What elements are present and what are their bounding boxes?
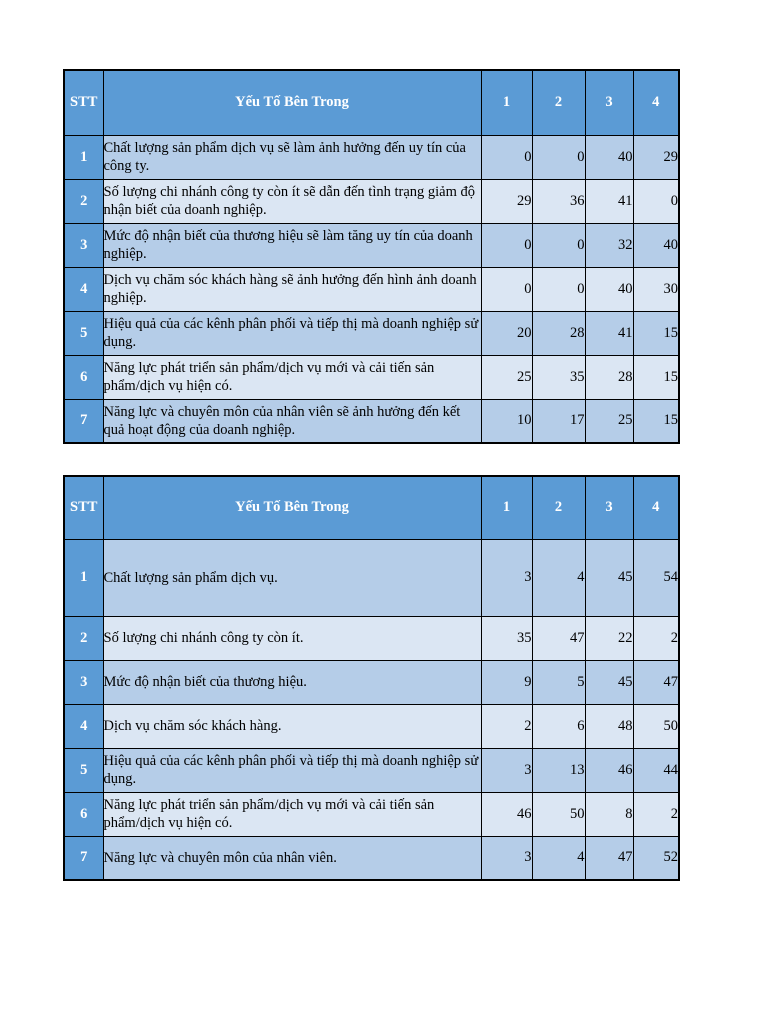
score-3-cell: 41	[585, 179, 633, 223]
score-1-cell: 35	[481, 616, 532, 660]
score-2-cell: 4	[532, 836, 585, 880]
table-row	[64, 135, 679, 179]
score-1-cell: 3	[481, 836, 532, 880]
table-row	[64, 311, 679, 355]
header-row	[64, 70, 679, 135]
score-1-cell: 46	[481, 792, 532, 836]
score-3-cell: 25	[585, 399, 633, 443]
score-1-cell: 0	[481, 135, 532, 179]
row-number: 4	[64, 704, 103, 748]
row-number: 4	[64, 267, 103, 311]
table-row	[64, 704, 679, 748]
table-row	[64, 399, 679, 443]
header-score-1: 1	[481, 476, 532, 539]
table-row	[64, 267, 679, 311]
row-number: 2	[64, 616, 103, 660]
score-2-cell: 47	[532, 616, 585, 660]
score-4-cell: 47	[633, 660, 679, 704]
score-2-cell: 5	[532, 660, 585, 704]
score-2-cell: 28	[532, 311, 585, 355]
row-description: Số lượng chi nhánh công ty còn ít.	[103, 616, 481, 660]
row-number: 7	[64, 399, 103, 443]
row-description: Hiệu quả của các kênh phân phối và tiếp thị mà doanh nghiệp sử dụng.	[103, 748, 481, 792]
score-3-cell: 40	[585, 267, 633, 311]
row-description: Chất lượng sản phẩm dịch vụ.	[103, 539, 481, 616]
internal-factors-table-1	[63, 69, 680, 444]
row-number: 6	[64, 792, 103, 836]
table-row	[64, 179, 679, 223]
header-factor: Yếu Tố Bên Trong	[103, 70, 481, 135]
row-description: Dịch vụ chăm sóc khách hàng.	[103, 704, 481, 748]
score-1-cell: 20	[481, 311, 532, 355]
score-2-cell: 36	[532, 179, 585, 223]
row-number: 1	[64, 539, 103, 616]
score-2-cell: 0	[532, 267, 585, 311]
header-stt: STT	[64, 70, 103, 135]
score-2-cell: 50	[532, 792, 585, 836]
score-4-cell: 52	[633, 836, 679, 880]
table-row	[64, 223, 679, 267]
score-2-cell: 0	[532, 135, 585, 179]
score-3-cell: 48	[585, 704, 633, 748]
score-4-cell: 15	[633, 399, 679, 443]
table-row	[64, 616, 679, 660]
score-2-cell: 13	[532, 748, 585, 792]
score-4-cell: 40	[633, 223, 679, 267]
score-4-cell: 30	[633, 267, 679, 311]
score-4-cell: 0	[633, 179, 679, 223]
row-description: Năng lực phát triển sản phẩm/dịch vụ mới và cải tiến sản phẩm/dịch vụ hiện có.	[103, 355, 481, 399]
score-4-cell: 50	[633, 704, 679, 748]
header-row	[64, 476, 679, 539]
score-3-cell: 45	[585, 539, 633, 616]
row-description: Năng lực và chuyên môn của nhân viên.	[103, 836, 481, 880]
row-description: Năng lực và chuyên môn của nhân viên sẽ ảnh hưởng đến kết quả hoạt động của doanh nghiệp.	[103, 399, 481, 443]
score-2-cell: 35	[532, 355, 585, 399]
row-description: Chất lượng sản phẩm dịch vụ sẽ làm ảnh hưởng đến uy tín của công ty.	[103, 135, 481, 179]
row-number: 1	[64, 135, 103, 179]
score-2-cell: 17	[532, 399, 585, 443]
score-1-cell: 3	[481, 539, 532, 616]
score-3-cell: 28	[585, 355, 633, 399]
score-3-cell: 45	[585, 660, 633, 704]
row-number: 7	[64, 836, 103, 880]
score-2-cell: 4	[532, 539, 585, 616]
score-3-cell: 22	[585, 616, 633, 660]
header-score-3: 3	[585, 70, 633, 135]
score-4-cell: 29	[633, 135, 679, 179]
table-row	[64, 792, 679, 836]
score-2-cell: 0	[532, 223, 585, 267]
row-number: 3	[64, 660, 103, 704]
score-4-cell: 15	[633, 311, 679, 355]
header-score-4: 4	[633, 70, 679, 135]
table-row	[64, 539, 679, 616]
score-4-cell: 2	[633, 616, 679, 660]
score-4-cell: 15	[633, 355, 679, 399]
row-number: 2	[64, 179, 103, 223]
header-score-3: 3	[585, 476, 633, 539]
row-number: 6	[64, 355, 103, 399]
table-row	[64, 748, 679, 792]
row-description: Hiệu quả của các kênh phân phối và tiếp thị mà doanh nghiệp sử dụng.	[103, 311, 481, 355]
score-1-cell: 3	[481, 748, 532, 792]
table-row	[64, 660, 679, 704]
row-description: Dịch vụ chăm sóc khách hàng sẽ ảnh hưởng đến hình ảnh doanh nghiệp.	[103, 267, 481, 311]
row-description: Mức độ nhận biết của thương hiệu.	[103, 660, 481, 704]
score-1-cell: 29	[481, 179, 532, 223]
score-1-cell: 0	[481, 267, 532, 311]
row-description: Số lượng chi nhánh công ty còn ít sẽ dẫn đến tình trạng giảm độ nhận biết của doanh nghiệp.	[103, 179, 481, 223]
row-description: Mức độ nhận biết của thương hiệu sẽ làm tăng uy tín của doanh nghiệp.	[103, 223, 481, 267]
score-3-cell: 40	[585, 135, 633, 179]
internal-factors-table-2	[63, 475, 680, 881]
score-4-cell: 44	[633, 748, 679, 792]
row-number: 5	[64, 748, 103, 792]
score-3-cell: 47	[585, 836, 633, 880]
score-1-cell: 2	[481, 704, 532, 748]
score-1-cell: 25	[481, 355, 532, 399]
score-4-cell: 2	[633, 792, 679, 836]
header-score-2: 2	[532, 70, 585, 135]
score-3-cell: 32	[585, 223, 633, 267]
score-1-cell: 9	[481, 660, 532, 704]
header-factor: Yếu Tố Bên Trong	[103, 476, 481, 539]
score-2-cell: 6	[532, 704, 585, 748]
row-number: 3	[64, 223, 103, 267]
score-1-cell: 10	[481, 399, 532, 443]
header-score-2: 2	[532, 476, 585, 539]
header-stt: STT	[64, 476, 103, 539]
header-score-1: 1	[481, 70, 532, 135]
score-3-cell: 8	[585, 792, 633, 836]
score-4-cell: 54	[633, 539, 679, 616]
row-number: 5	[64, 311, 103, 355]
score-1-cell: 0	[481, 223, 532, 267]
table-row	[64, 836, 679, 880]
header-score-4: 4	[633, 476, 679, 539]
score-3-cell: 41	[585, 311, 633, 355]
row-description: Năng lực phát triển sản phẩm/dịch vụ mới và cải tiến sản phẩm/dịch vụ hiện có.	[103, 792, 481, 836]
score-3-cell: 46	[585, 748, 633, 792]
table-row	[64, 355, 679, 399]
